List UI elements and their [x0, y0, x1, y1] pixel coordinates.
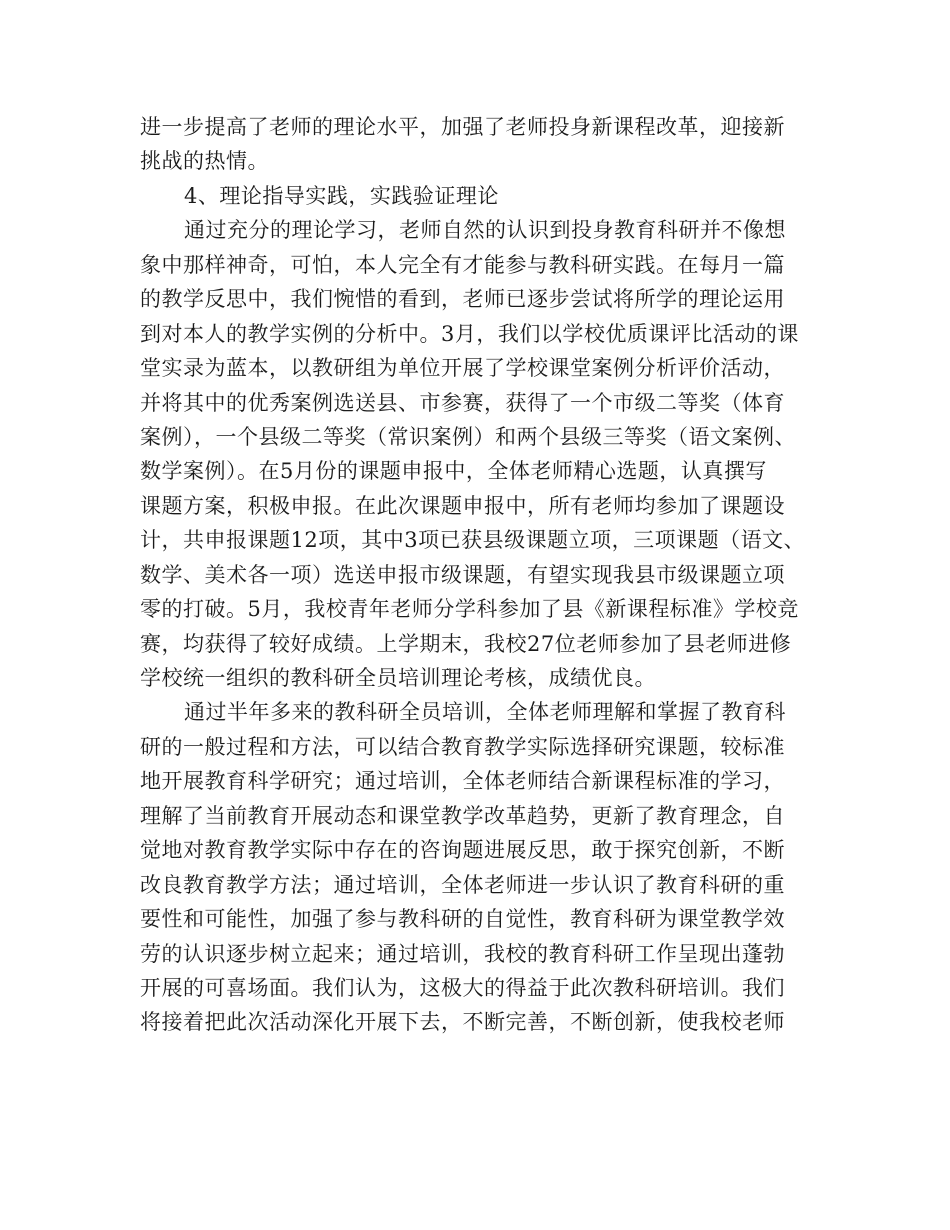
paragraph-2-line-7: 案例），一个县级二等奖（常识案例）和两个县级三等奖（语文案例、: [140, 424, 796, 449]
paragraph-3-line-10: 将接着把此次活动深化开展下去，不断完善，不断创新，使我校老师: [140, 1010, 785, 1035]
paragraph-3-line-1: 通过半年多来的教科研全员培训，全体老师理解和掌握了教育科: [184, 700, 786, 725]
paragraph-3-line-5: 觉地对教育教学实际中存在的咨询题进展反思，敢于探究创新，不断: [140, 838, 785, 863]
paragraph-2-line-1: 通过充分的理论学习，老师自然的认识到投身教育科研并不像想: [184, 218, 786, 243]
paragraph-3-line-3: 地开展教育科学研究；通过培训，全体老师结合新课程标准的学习，: [140, 769, 785, 794]
paragraph-2-line-11: 数学、美术各一项）选送申报市级课题，有望实现我县市级课题立项: [140, 562, 785, 587]
section-heading: 4、理论指导实践，实践验证理论: [184, 183, 499, 208]
paragraph-2-line-10: 计，共申报课题12项，其中3项已获县级课题立项，三项课题（语文、: [140, 528, 806, 553]
paragraph-3-line-4: 理解了当前教育开展动态和课堂教学改革趋势，更新了教育理念，自: [140, 803, 785, 828]
paragraph-1-line-2: 挑战的热情。: [140, 149, 269, 174]
paragraph-3-line-9: 开展的可喜场面。我们认为，这极大的得益于此次教科研培训。我们: [140, 975, 785, 1000]
paragraph-2-line-6: 并将其中的优秀案例选送县、市参赛，获得了一个市级二等奖（体育: [140, 390, 785, 415]
paragraph-2-line-9: 课题方案，积极申报。在此次课题申报中，所有老师均参加了课题设: [140, 493, 785, 518]
paragraph-3-line-7: 要性和可能性，加强了参与教科研的自觉性，教育科研为课堂教学效: [140, 907, 785, 932]
paragraph-3-line-2: 研的一般过程和方法，可以结合教育教学实际选择研究课题，较标准: [140, 734, 785, 759]
paragraph-2-line-4: 到对本人的教学实例的分析中。3月，我们以学校优质课评比活动的课: [140, 321, 799, 346]
paragraph-2-line-2: 象中那样神奇，可怕，本人完全有才能参与教科研实践。在每月一篇: [140, 252, 785, 277]
paragraph-1-line-1: 进一步提高了老师的理论水平，加强了老师投身新课程改革，迎接新: [140, 115, 785, 139]
paragraph-3-line-8: 劳的认识逐步树立起来；通过培训，我校的教育科研工作呈现出蓬勃: [140, 941, 785, 966]
paragraph-2-line-12: 零的打破。5月，我校青年老师分学科参加了县《新课程标准》学校竞: [140, 597, 799, 622]
paragraph-2-line-3: 的教学反思中，我们惋惜的看到，老师已逐步尝试将所学的理论运用: [140, 287, 785, 312]
document-body: [140, 110, 812, 1040]
paragraph-2-line-5: 堂实录为蓝本，以教研组为单位开展了学校课堂案例分析评价活动，: [140, 356, 785, 381]
paragraph-3-line-6: 改良教育教学方法；通过培训，全体老师进一步认识了教育科研的重: [140, 872, 785, 897]
paragraph-2-line-14: 学校统一组织的教科研全员培训理论考核，成绩优良。: [140, 666, 656, 690]
paragraph-2-line-8: 数学案例）。在5月份的课题申报中，全体老师精心选题，认真撰写: [140, 459, 767, 484]
paragraph-2-line-13: 赛，均获得了较好成绩。上学期末，我校27位老师参加了县老师进修: [140, 631, 792, 656]
